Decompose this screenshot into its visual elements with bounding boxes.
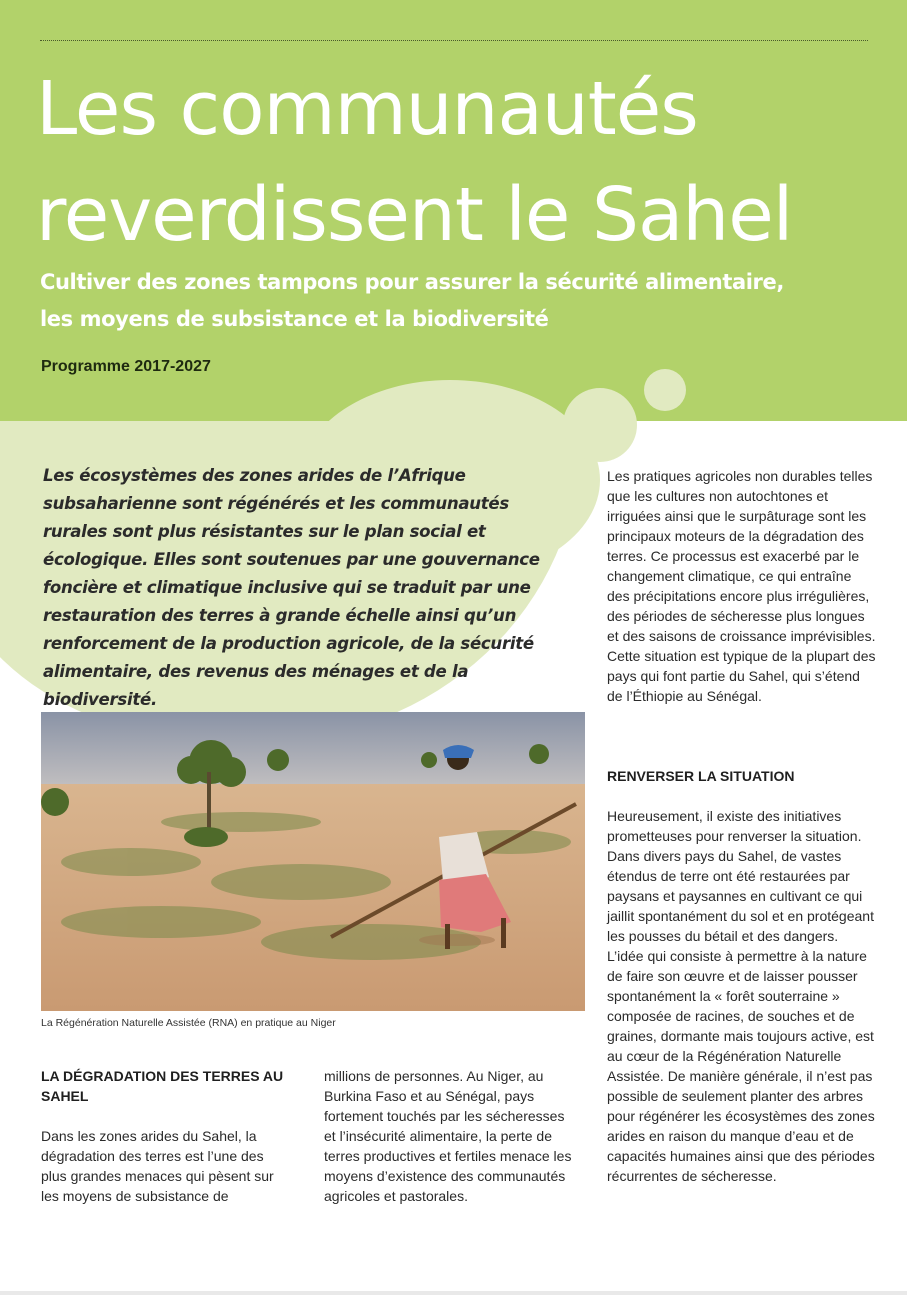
right-column-paragraph-2: Heureusement, il existe des initiatives prometteuses pour renverser la situation. Dans divers pays du Sahel, de vastes étendus de terre ont été restaurées par paysans et paysannes en cultivant ce qui jaillit spontanément du sol et en protégeant les pousses du bétail et des dangers. L’idée qui consiste à permettre à la nature de faire son œuvre et de laisser pousser spontanément la « forêt souterraine » composée de racines, de souches et de graines, dormante mais toujours active, est au cœur de la Régénération Naturelle Assistée. De manière générale, il n’est pas possible de seulement planter des arbres pour régénérer les écosystèmes des zones arides en raison du manque d’eau et de capacités humaines ainsi que des périodes récurrentes de sécheresse. [607, 808, 875, 1184]
right-column-paragraph-1: Les pratiques agricoles non durables telles que les cultures non autochtones et irriguées ainsi que le surpâturage sont les principaux moteurs de la dégradation des terres. Ce processus est exacerbé par le changement climatique, ce qui entraîne des précipitations encore plus irrégulières, des périodes de sécheresse plus longues et des saisons de croissance imprévisibles. Cette situation est typique de la plupart des pays qui font partie du Sahel, qui s’étend de l’Éthiopie au Sénégal. [607, 468, 876, 704]
programme-label: Programme 2017-2027 [41, 358, 211, 375]
page-title [36, 56, 792, 268]
subtitle-line-1: Cultiver des zones tampons pour assurer la sécurité alimentaire, [40, 270, 784, 294]
photo-caption: La Régénération Naturelle Assistée (RNA) en pratique au Niger [41, 1017, 336, 1029]
decorative-circle-large [563, 388, 637, 462]
dotted-divider [40, 40, 868, 41]
photo-rna-niger [41, 712, 585, 1011]
photo-illustration [41, 712, 585, 1011]
section-degradation-col1: Dans les zones arides du Sahel, la dégradation des terres est l’une des plus grandes menaces qui pèsent sur les moyens de subsistance de [41, 1128, 274, 1204]
title-line-1: Les communautés [36, 66, 698, 152]
title-line-2: reverdissent le Sahel [36, 172, 793, 258]
header-banner [0, 0, 907, 421]
page-subtitle [40, 264, 890, 338]
section-degradation-col2: millions de personnes. Au Niger, au Burkina Faso et au Sénégal, pays fortement touchés par les sécheresses et l’insécurité alimentaire, la perte de terres productives et fertiles menace les moyens d’existence des communautés agricoles et pastorales. [324, 1068, 572, 1204]
section-heading-renverser: RENVERSER LA SITUATION [607, 768, 795, 784]
section-heading-degradation: LA DÉGRADATION DES TERRES AU SAHEL [41, 1068, 284, 1104]
decorative-circle-small [644, 369, 686, 411]
page-bottom-edge [0, 1291, 907, 1295]
subtitle-line-2: les moyens de subsistance et la biodiversité [40, 307, 549, 331]
intro-statement: Les écosystèmes des zones arides de l’Afrique subsaharienne sont régénérés et les communautés rurales sont plus résistantes sur le plan social et écologique. Elles sont soutenues par une gouvernance foncière et climatique inclusive qui se traduit par une restauration des terres à grande échelle ainsi qu’un renforcement de la production agricole, de la sécurité alimentaire, des revenus des ménages et de la biodiversité. [43, 466, 540, 709]
